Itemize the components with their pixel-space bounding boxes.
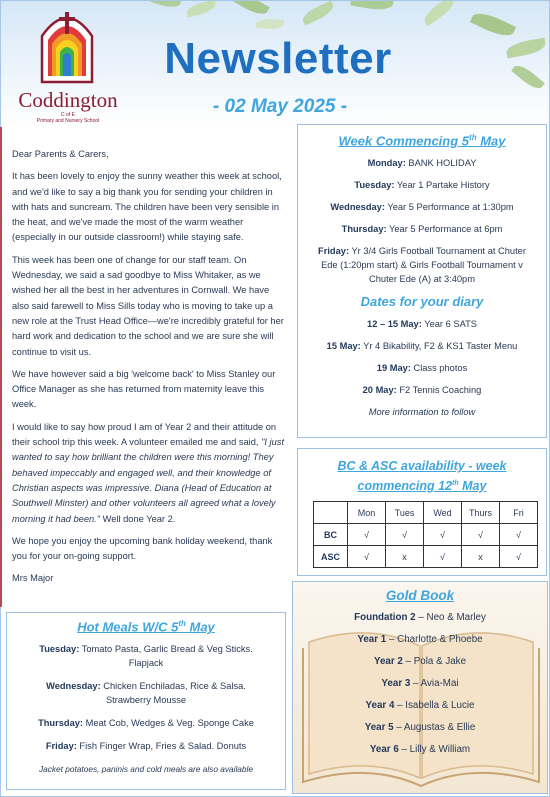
gold-book-names: – Lilly & William	[398, 744, 471, 755]
diary-heading: Dates for your diary	[360, 294, 484, 310]
letter-quote: "I just wanted to say how brilliant the children were this morning! They behaved impeccably and engaged well, and their knowledge of Christian aspects was impressive. Diana (Head of Education at Southwell Minster) and other volunteers all agreed what a lovely morning it had been."	[12, 437, 285, 524]
gold-book-entry	[293, 633, 547, 647]
more-info-note: More information to follow	[368, 407, 476, 418]
diary-item	[298, 383, 546, 397]
meal-day: Tuesday:	[39, 644, 80, 655]
week-events-list	[298, 156, 546, 286]
letter-paragraph: It has been lovely to enjoy the sunny weather this week at school, and we'd like to say a big thank you for sending your children in with hats and suncream. The children have been very sensible in the heat, and we've made the most of the warm weather (especially in our outside classroom!) while staying safe.	[12, 171, 282, 243]
week-event	[298, 222, 546, 236]
meal-day: Thursday:	[38, 718, 84, 729]
school-crest-icon	[38, 6, 96, 84]
week-event-day: Wednesday:	[330, 202, 385, 213]
week-event-day: Thursday:	[341, 224, 387, 235]
meal-text: Meat Cob, Wedges & Veg. Sponge Cake	[83, 718, 254, 729]
diary-date: 19 May:	[376, 363, 411, 374]
letter-paragraph: We have however said a big 'welcome back' to Miss Stanley our Office Manager as she has returned from maternity leave this week.	[12, 368, 276, 410]
meal-day: Friday:	[45, 741, 77, 752]
head-letter	[12, 147, 286, 594]
meal-item	[7, 739, 285, 753]
row-label-cell: ASC	[314, 546, 348, 568]
availability-heading	[298, 457, 546, 495]
gold-book-names: – Neo & Marley	[415, 612, 486, 623]
meal-day: Wednesday:	[46, 681, 101, 692]
meals-heading-text: Hot Meals W/C 5	[77, 619, 179, 635]
school-subtitle: Primary and Nursery School	[36, 118, 100, 124]
gold-book-entry	[293, 721, 547, 735]
week-heading-text: Week Commencing 5	[338, 133, 470, 149]
week-heading-sup: th	[469, 133, 477, 142]
week-event	[298, 200, 546, 214]
availability-cell: √	[462, 524, 500, 546]
gold-book-year: Year 5	[364, 722, 394, 733]
meal-item	[7, 679, 285, 707]
availability-heading-text: BC & ASC availability - week commencing 12	[337, 459, 507, 494]
week-event-text: BANK HOLIDAY	[405, 158, 477, 169]
meal-text: Tomato Pasta, Garlic Bread & Veg Sticks. Flapjack	[79, 644, 253, 669]
gold-book-entry	[293, 743, 547, 757]
week-event-text: Year 5 Performance at 1:30pm	[384, 202, 514, 213]
gold-book-year: Year 4	[365, 700, 395, 711]
week-event-day: Monday:	[367, 158, 406, 169]
availability-cell: √	[424, 524, 462, 546]
gold-book-year: Year 3	[381, 678, 411, 689]
availability-cell: √	[500, 524, 538, 546]
availability-cell: x	[386, 546, 424, 568]
diary-item	[298, 361, 546, 375]
diary-item	[298, 317, 546, 331]
meals-heading-end: May	[185, 619, 215, 635]
availability-cell: x	[462, 546, 500, 568]
availability-cell: √	[348, 524, 386, 546]
day-header-cell: Tues	[386, 502, 424, 524]
week-event-day: Tuesday:	[354, 180, 395, 191]
availability-cell: √	[386, 524, 424, 546]
diary-text: Class photos	[410, 363, 468, 374]
week-event	[298, 156, 546, 170]
gold-book-entry	[293, 655, 547, 669]
gold-book-list	[293, 611, 547, 757]
day-header-cell: Mon	[348, 502, 386, 524]
letter-paragraph: We hope you enjoy the upcoming bank holiday weekend, thank you for your on-going support.	[12, 535, 273, 562]
gold-book-entry	[293, 677, 547, 691]
table-row	[314, 546, 538, 568]
week-event-text: Year 1 Partake History	[394, 180, 490, 191]
meals-list	[7, 642, 285, 753]
table-header-row	[314, 502, 538, 524]
letter-text: Well done Year 2.	[100, 513, 176, 524]
day-header-cell: Fri	[500, 502, 538, 524]
week-event	[298, 244, 546, 286]
meals-heading	[7, 619, 285, 634]
diary-text: Yr 4 Bikability, F2 & KS1 Taster Menu	[360, 341, 518, 352]
gold-book-names: – Charlotte & Phoebe	[386, 634, 483, 645]
diary-date: 15 May:	[326, 341, 361, 352]
letter-paragraph	[12, 420, 286, 527]
meal-item	[7, 642, 285, 670]
availability-cell: √	[500, 546, 538, 568]
gold-book-year: Year 6	[369, 744, 399, 755]
week-event-text: Year 5 Performance at 6pm	[386, 224, 503, 235]
day-header-cell: Wed	[424, 502, 462, 524]
gold-book-entry	[293, 699, 547, 713]
diary-item	[298, 339, 546, 353]
availability-box	[297, 448, 547, 576]
gold-book-names: – Avia-Mai	[410, 678, 459, 689]
gold-book-box	[292, 581, 548, 794]
gold-book-entry	[293, 611, 547, 625]
week-commencing-box	[297, 124, 547, 438]
meal-text: Chicken Enchiladas, Rice & Salsa. Strawberry Mousse	[100, 681, 246, 706]
letter-greeting: Dear Parents & Carers,	[12, 149, 109, 159]
meals-heading-sup: th	[178, 619, 186, 628]
letter-paragraph: This week has been one of change for our staff team. On Wednesday, we said a sad goodbye to Miss Whitaker, as we wished her all the best in her adventures in Cornwall. We have also said farewell to Miss Sills today who is moving to take up a new role at the Trust Head Office—we're incredibly grateful for her hard work and dedication to the school and we are sure she will continue to visit us.	[12, 254, 284, 357]
school-name: Coddington	[18, 88, 118, 112]
table-corner-cell	[314, 502, 348, 524]
meal-text: Fish Finger Wrap, Fries & Salad. Donuts	[76, 741, 247, 752]
diary-date: 20 May:	[362, 385, 397, 396]
gold-book-names: – Augustas & Ellie	[393, 722, 476, 733]
availability-cell: √	[424, 546, 462, 568]
gold-book-year: Foundation 2	[354, 612, 416, 623]
gold-book-year: Year 1	[357, 634, 387, 645]
availability-cell: √	[348, 546, 386, 568]
meals-note: Jacket potatoes, paninis and cold meals are also available	[38, 764, 253, 775]
hot-meals-box	[6, 612, 286, 790]
week-event-day: Friday:	[318, 246, 350, 257]
school-logo	[12, 6, 124, 130]
meal-item	[7, 716, 285, 730]
gold-book-year: Year 2	[373, 656, 403, 667]
diary-list	[298, 317, 546, 397]
availability-heading-end: May	[458, 479, 487, 494]
diary-date: 12 – 15 May:	[367, 319, 422, 330]
availability-table	[313, 501, 538, 568]
newsletter-title: Newsletter	[164, 34, 392, 83]
table-row	[314, 524, 538, 546]
week-event	[298, 178, 546, 192]
week-event-text: Yr 3/4 Girls Football Tournament at Chuter Ede (1:20pm start) & Girls Football Tournament v Chuter Ede (A) at 3:40pm	[321, 246, 526, 285]
letter-signoff: Mrs Major	[12, 573, 54, 584]
diary-text: F2 Tennis Coaching	[396, 385, 482, 396]
school-ce: C of E	[61, 112, 75, 118]
gold-book-heading: Gold Book	[385, 588, 455, 603]
availability-heading-sup: th	[452, 480, 459, 487]
letter-text: I would like to say how proud I am of Year 2 and their attitude on their school trip this week. A volunteer emailed me and said,	[12, 421, 277, 448]
row-label-cell: BC	[314, 524, 348, 546]
week-heading-end: May	[476, 133, 506, 149]
day-header-cell: Thurs	[462, 502, 500, 524]
gold-book-names: – Isabella & Lucie	[394, 700, 475, 711]
newsletter-date: - 02 May 2025 -	[212, 96, 348, 117]
left-accent-bar	[0, 127, 2, 607]
week-heading	[298, 133, 546, 148]
gold-book-names: – Pola & Jake	[402, 656, 467, 667]
diary-text: Year 6 SATS	[421, 319, 477, 330]
